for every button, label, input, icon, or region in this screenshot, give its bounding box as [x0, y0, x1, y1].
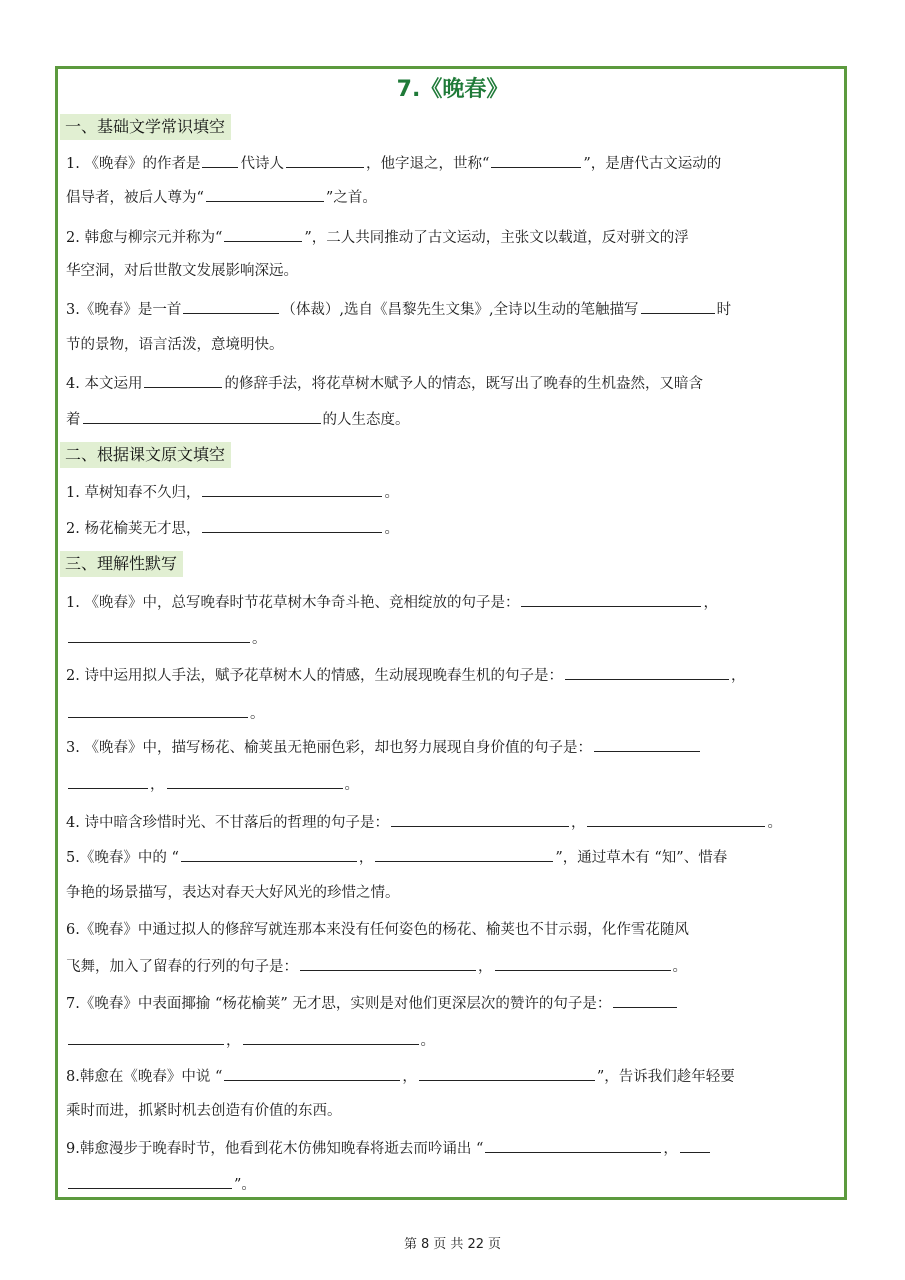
understand-3-line-1: 3. 《晚春》中，描写杨花、榆荚虽无艳丽色彩，却也努力展现自身价值的句子是：	[66, 737, 842, 758]
page-number: 8	[421, 1237, 430, 1252]
total-pages: 22	[467, 1237, 484, 1252]
understand-8-line-2: 乘时而进，抓紧时机去创造有价值的东西。	[66, 1103, 342, 1119]
blank[interactable]	[202, 482, 382, 497]
blank[interactable]	[167, 774, 343, 789]
blank[interactable]	[587, 812, 765, 827]
question-3-line-2: 节的景物，语言活泼，意境明快。	[66, 337, 284, 353]
understand-6-line-1: 6.《晚春》中通过拟人的修辞写就连那本来没有任何姿色的杨花、榆荚也不甘示弱，化作雪花随风	[66, 922, 689, 938]
blank[interactable]	[144, 373, 222, 388]
blank[interactable]	[181, 847, 357, 862]
blank[interactable]	[206, 187, 324, 202]
blank[interactable]	[594, 737, 700, 752]
blank[interactable]	[183, 299, 279, 314]
understand-9-line-2: ”。	[66, 1174, 842, 1195]
blank[interactable]	[495, 956, 671, 971]
blank[interactable]	[521, 592, 701, 607]
understand-7-line-1: 7.《晚春》中表面揶揄 “杨花榆荚” 无才思，实则是对他们更深层次的赞许的句子是：	[66, 993, 842, 1014]
blank[interactable]	[391, 812, 569, 827]
understand-5-line-1: 5.《晚春》中的 “ ， ”，通过草木有 “知”、惜春	[66, 847, 842, 868]
blank[interactable]	[641, 299, 715, 314]
question-3-line-1: 3.《晚春》是一首 （体裁）,选自《昌黎先生文集》,全诗以生动的笔触描写 时	[66, 299, 842, 320]
blank[interactable]	[485, 1138, 661, 1153]
understand-4: 4. 诗中暗含珍惜时光、不甘落后的哲理的句子是： ， 。	[66, 812, 842, 833]
page-title: 7.《晚春》	[396, 77, 509, 102]
blank[interactable]	[613, 993, 677, 1008]
understand-3-line-2: ， 。	[66, 774, 842, 795]
question-4-line-1: 4. 本文运用 的修辞手法，将花草树木赋予人的情态，既写出了晚春的生机盎然，又暗含	[66, 373, 842, 394]
section-heading-2: 二、根据课文原文填空	[60, 442, 231, 468]
recite-1: 1. 草树知春不久归， 。	[66, 482, 842, 503]
section-heading-1: 一、基础文学常识填空	[60, 114, 231, 140]
blank[interactable]	[68, 1030, 224, 1045]
blank[interactable]	[68, 774, 148, 789]
question-4-line-2: 着 的人生态度。	[66, 409, 842, 430]
understand-2-line-2: 。	[66, 703, 842, 724]
question-2-line-1: 2. 韩愈与柳宗元并称为“ ”，二人共同推动了古文运动，主张文以载道，反对骈文的浮	[66, 227, 842, 248]
blank[interactable]	[68, 628, 250, 643]
question-1-line-1: 1. 《晚春》的作者是 代诗人 ，他字退之，世称“ ”，是唐代古文运动的	[66, 153, 842, 174]
understand-7-line-2: ， 。	[66, 1030, 842, 1051]
question-2-line-2: 华空洞，对后世散文发展影响深远。	[66, 263, 298, 279]
section-heading-3: 三、理解性默写	[60, 551, 183, 577]
blank[interactable]	[202, 153, 238, 168]
blank[interactable]	[491, 153, 581, 168]
recite-2: 2. 杨花榆荚无才思， 。	[66, 518, 842, 539]
understand-8-line-1: 8.韩愈在《晚春》中说 “ ， ”，告诉我们趁年轻要	[66, 1066, 842, 1087]
blank[interactable]	[202, 518, 382, 533]
blank[interactable]	[68, 1174, 232, 1189]
blank[interactable]	[243, 1030, 419, 1045]
blank[interactable]	[286, 153, 364, 168]
blank[interactable]	[300, 956, 476, 971]
blank[interactable]	[375, 847, 553, 862]
blank[interactable]	[83, 409, 321, 424]
understand-6-line-2: 飞舞，加入了留春的行列的句子是： ， 。	[66, 956, 842, 977]
blank[interactable]	[680, 1138, 710, 1153]
blank[interactable]	[224, 227, 302, 242]
understand-9-line-1: 9.韩愈漫步于晚春时节，他看到花木仿佛知晚春将逝去而吟诵出 “ ，	[66, 1138, 842, 1159]
blank[interactable]	[565, 665, 729, 680]
blank[interactable]	[224, 1066, 400, 1081]
understand-5-line-2: 争艳的场景描写，表达对春天大好风光的珍惜之情。	[66, 885, 400, 901]
understand-1-line-1: 1. 《晚春》中，总写晚春时节花草树木争奇斗艳、竞相绽放的句子是： ，	[66, 592, 842, 613]
blank[interactable]	[68, 703, 248, 718]
page-footer: 第 8 页 共 22 页	[404, 1237, 501, 1252]
question-1-line-2: 倡导者，被后人尊为“ ”之首。	[66, 187, 842, 208]
blank[interactable]	[419, 1066, 595, 1081]
understand-1-line-2: 。	[66, 628, 842, 649]
understand-2-line-1: 2. 诗中运用拟人手法，赋予花草树木人的情感，生动展现晚春生机的句子是： ，	[66, 665, 842, 686]
